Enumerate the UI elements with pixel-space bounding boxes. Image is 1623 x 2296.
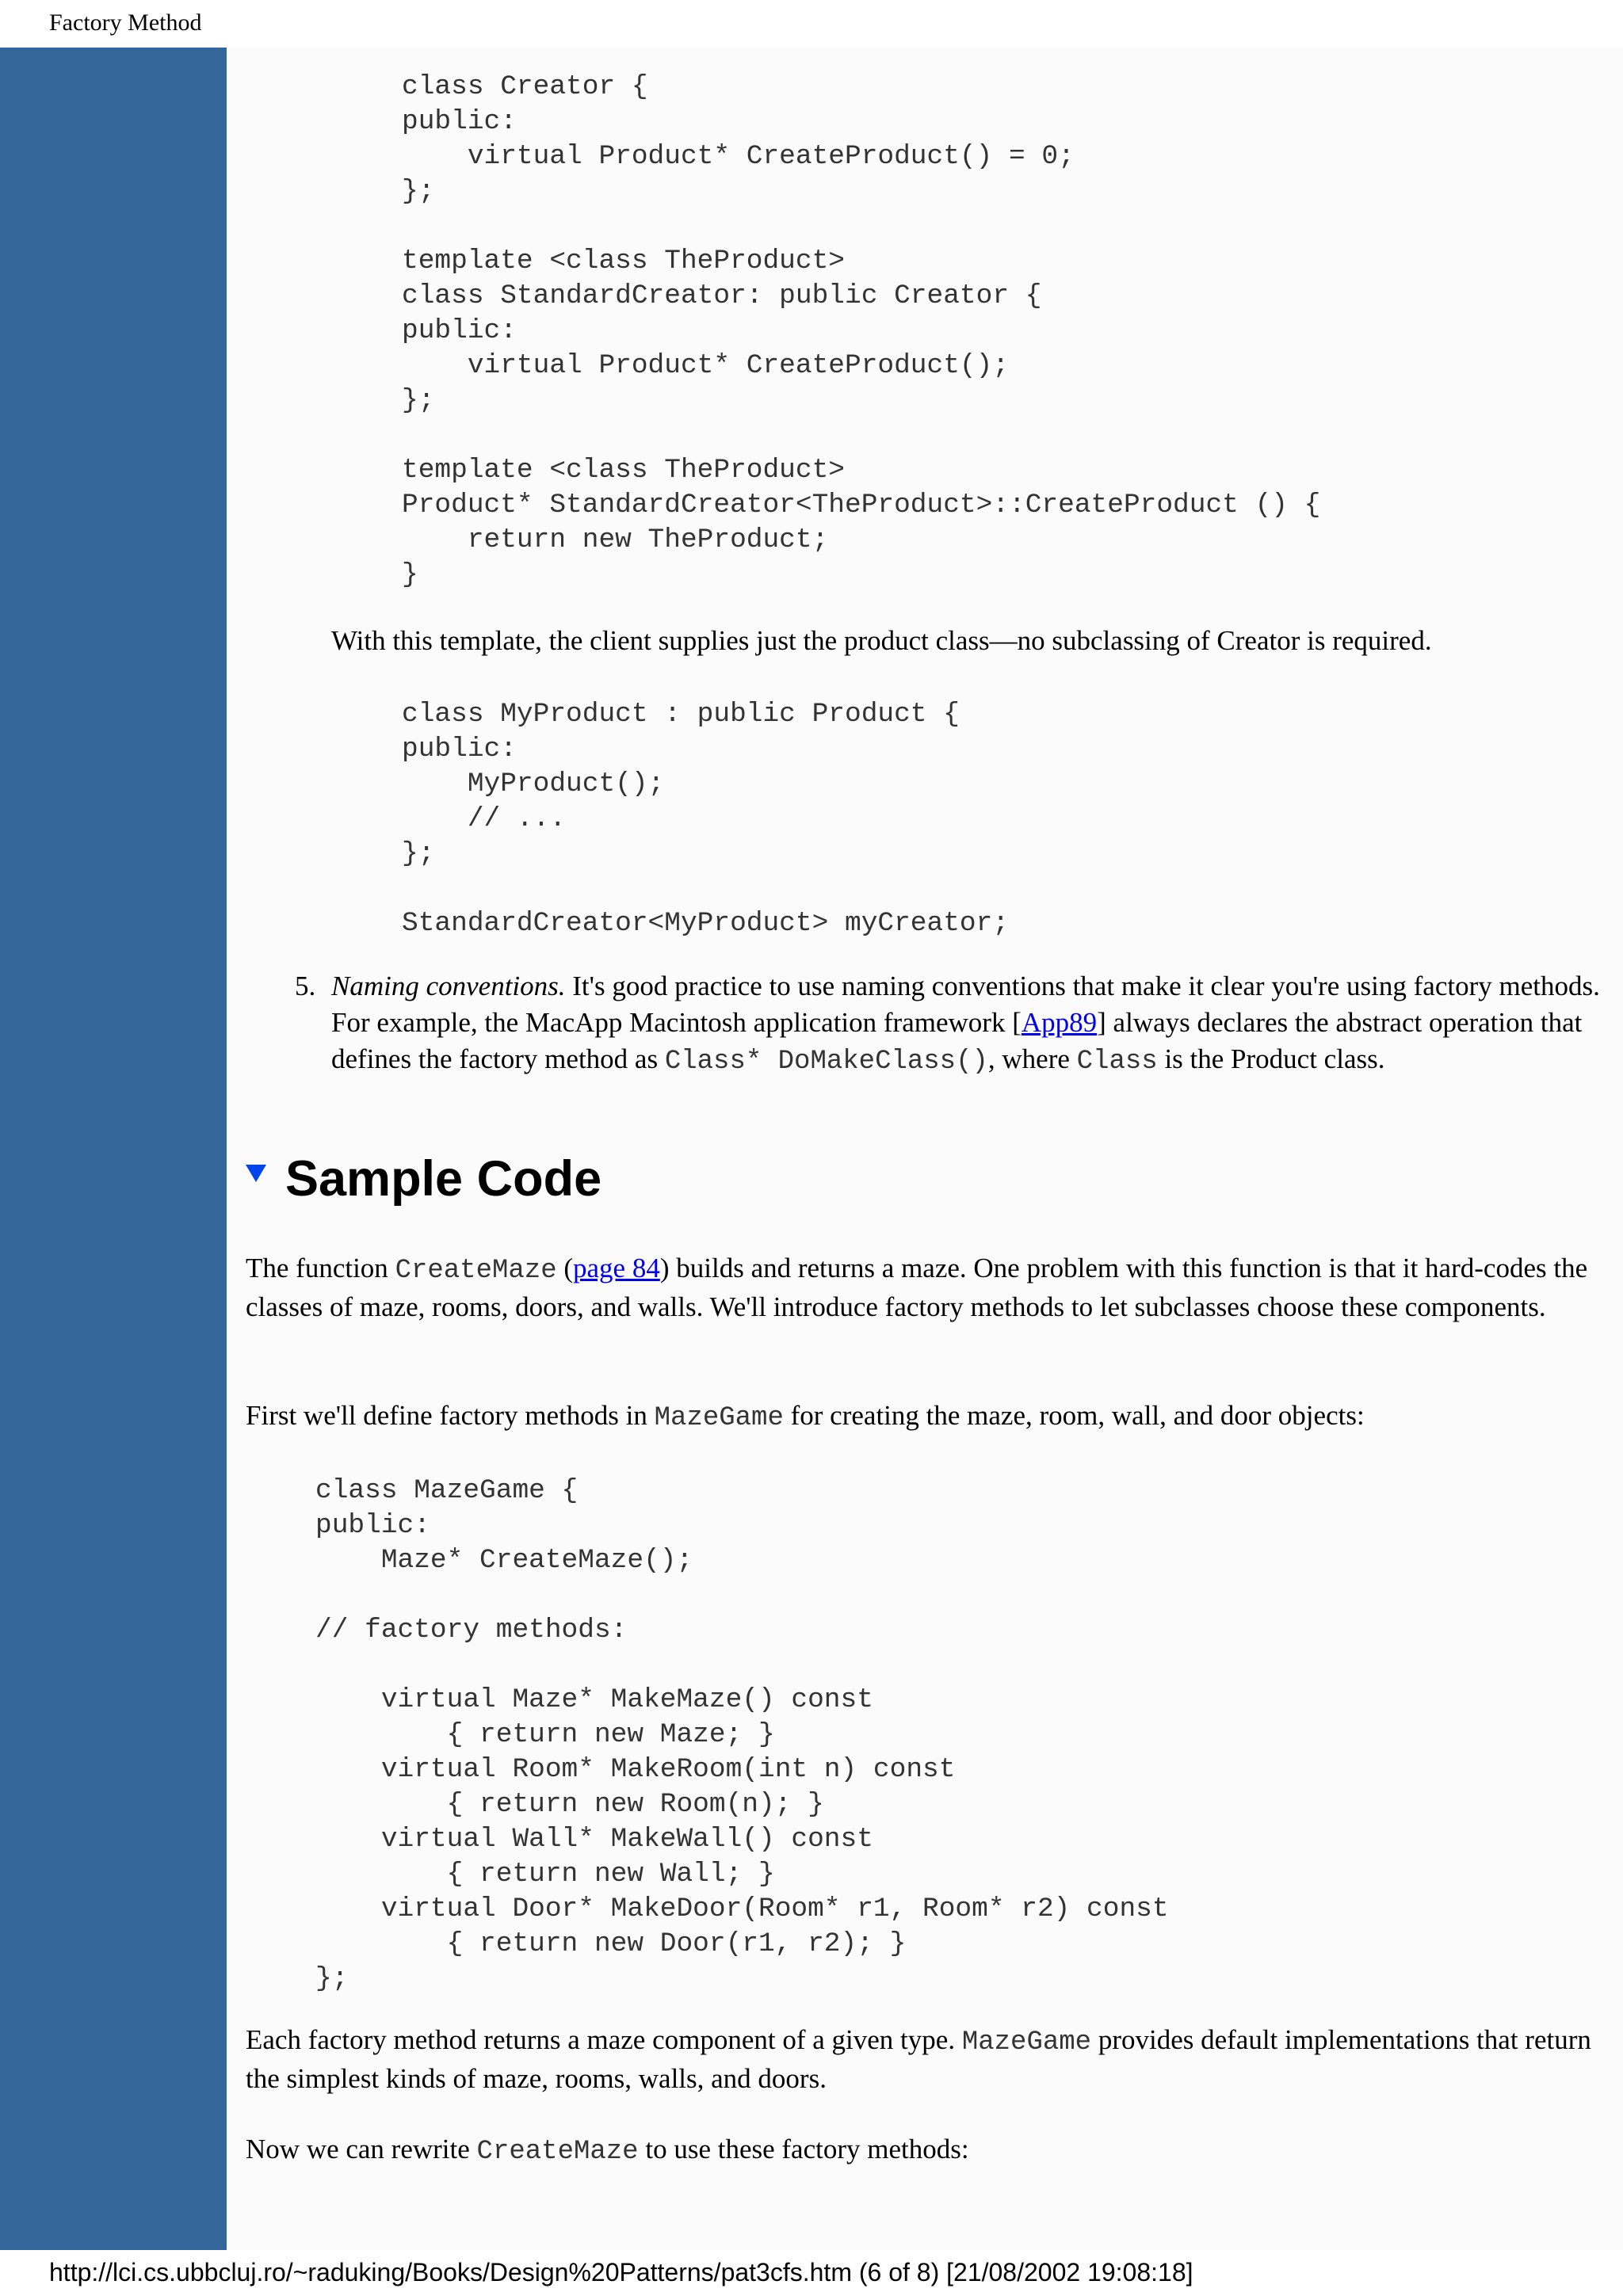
- intro-text-1: The function: [246, 1253, 395, 1283]
- first-code: MazeGame: [654, 1403, 784, 1433]
- intro-text-3: ) builds and returns a maze. One problem with this function is that it hard-codes the classes of maze, rooms, doors, and walls. We'll introduce factory methods to let subclasses choose these components.: [246, 1253, 1588, 1322]
- header-title: Factory Method: [49, 10, 202, 36]
- naming-text-2: ] always declares the abstract operation that defines the factory method as: [331, 1007, 1583, 1074]
- each-text-1: Each factory method returns a maze component of a given type.: [246, 2024, 962, 2055]
- paragraph-template-text: With this template, the client supplies just the product class—no subclassing of Creator is required.: [331, 625, 1432, 656]
- intro-text-2: (: [556, 1253, 574, 1283]
- link-page-84[interactable]: page 84: [573, 1253, 660, 1283]
- each-text-2: provides default implementations that return the simplest kinds of maze, rooms, walls, and doors.: [246, 2024, 1591, 2094]
- naming-text-4: is the Product class.: [1157, 1043, 1385, 1074]
- code-block-maze-game: class MazeGame { public: Maze* CreateMaze(); // factory methods: virtual Maze* MakeMaze() const { return new Maze; } virtual Room* MakeRoom(int n) const { return new Room(n); } virtual Wall* MakeWall() const { return new Wall; } virtual Door* MakeDoor(Room* r1, Room* r2) const { return new Door(r1, r2); } };: [315, 1475, 1169, 1994]
- list-number: 5.: [295, 971, 316, 1001]
- collapse-triangle-icon[interactable]: [246, 1165, 266, 1182]
- naming-title: Naming conventions.: [331, 971, 566, 1001]
- footer-url: http://lci.cs.ubbcluj.ro/~raduking/Books/Design%20Patterns/pat3cfs.htm (6 of 8) [21/08/2002 19:08:18]: [49, 2258, 1193, 2286]
- each-code: MazeGame: [961, 2027, 1092, 2058]
- paragraph-rewrite: [246, 2131, 1609, 2170]
- paragraph-intro: [246, 1250, 1609, 1325]
- rewrite-text-1: Now we can rewrite: [246, 2134, 477, 2164]
- paragraph-first: [246, 1398, 1609, 1436]
- intro-code: CreateMaze: [395, 1256, 557, 1286]
- rewrite-code: CreateMaze: [476, 2137, 639, 2167]
- page-footer: [0, 2252, 1623, 2296]
- left-sidebar-band: [0, 48, 227, 2250]
- paragraph-template: [331, 623, 1599, 659]
- page-header: [0, 0, 1623, 48]
- code-block-standard-creator: class Creator { public: virtual Product* CreateProduct() = 0; }; template <class TheProduct> class StandardCreator: public Creator { public: virtual Product* CreateProduct(); }; template <class TheProduct> Product* StandardCreator<TheProduct>::CreateProduct () { return new TheProduct; }: [402, 71, 1321, 590]
- paragraph-naming-conventions: [331, 968, 1607, 1080]
- rewrite-text-2: to use these factory methods:: [638, 2134, 969, 2164]
- paragraph-each-factory: [246, 2022, 1609, 2097]
- naming-text-1: It's good practice to use naming conventions that make it clear you're using factory methods. For example, the MacApp Macintosh application framework [: [331, 971, 1600, 1038]
- code-block-my-product: class MyProduct : public Product { public: MyProduct(); // ... }; StandardCreator<MyProduct> myCreator;: [402, 699, 1010, 939]
- first-text-2: for creating the maze, room, wall, and door objects:: [783, 1400, 1365, 1431]
- naming-code-2: Class: [1076, 1047, 1158, 1077]
- naming-text-3: , where: [987, 1043, 1077, 1074]
- naming-code-1: Class* DoMakeClass(): [664, 1047, 988, 1077]
- section-heading-text: Sample Code: [285, 1151, 602, 1207]
- first-text-1: First we'll define factory methods in: [246, 1400, 655, 1431]
- link-app89[interactable]: App89: [1021, 1007, 1098, 1038]
